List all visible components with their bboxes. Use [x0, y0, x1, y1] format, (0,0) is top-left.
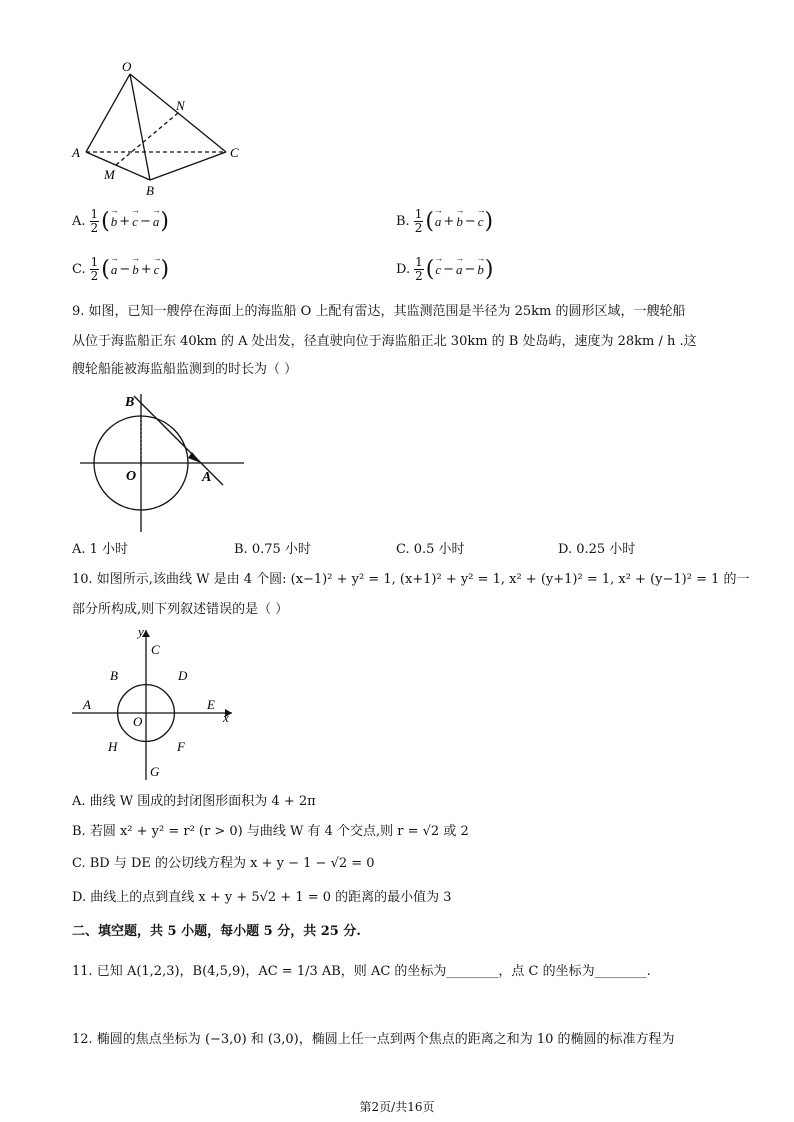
- q9-option-d: D. 0.25 小时: [558, 542, 636, 557]
- label-E: E: [207, 697, 215, 712]
- four-circle-curve-figure: [70, 624, 240, 784]
- label-A: A: [83, 697, 91, 712]
- label-G: G: [150, 764, 160, 779]
- page-footer: 第2页/共16页: [359, 1100, 435, 1114]
- label-B: B: [146, 183, 154, 198]
- label-F: F: [177, 739, 185, 754]
- q10-option-a: A. 曲线 W 围成的封闭图形面积为 4 + 2π: [72, 794, 316, 809]
- q8-option-a: A. $\frac{1}{2}$ ( → b + → c − → a ): [72, 208, 170, 235]
- label-H: H: [108, 739, 118, 754]
- label-O: O: [133, 714, 143, 729]
- q10-option-c: C. BD 与 DE 的公切线方程为 x + y − 1 − √2 = 0: [72, 856, 375, 871]
- q8-option-b: B. $\frac{1}{2}$ ( → a + → b − → c ): [396, 208, 494, 235]
- q10-line-1: 10. 如图所示,该曲线 W 是由 4 个圆: (x−1)² + y² = 1, (x+1)² + y² = 1, x² + (y+1)² = 1, x² + (y−1)² = 1 的一: [72, 572, 750, 587]
- label-A: A: [72, 145, 80, 160]
- fraction: $\frac{1}{2}$: [414, 207, 423, 235]
- label-N: N: [176, 98, 185, 113]
- label-B: B: [110, 668, 118, 683]
- q10-option-b: B. 若圆 x² + y² = r² (r > 0) 与曲线 W 有 4 个交点,则 r = √2 或 2: [72, 824, 469, 839]
- label-x: x: [223, 710, 229, 725]
- label-D: D: [178, 668, 188, 683]
- q11-text: 11. 已知 A(1,2,3)，B(4,5,9)，AC = 1/3 AB，则 AC 的坐标为________，点 C 的坐标为________.: [72, 964, 651, 979]
- label-O: O: [126, 469, 137, 484]
- label-C: C: [230, 145, 239, 160]
- tetrahedron-figure: [68, 56, 258, 201]
- q10-option-d: D. 曲线上的点到直线 x + y + 5√2 + 1 = 0 的距离的最小值为 3: [72, 890, 452, 905]
- q8-option-d: D. $\frac{1}{2}$ ( → c − → a − → b ): [396, 256, 495, 283]
- q9-option-c: C. 0.5 小时: [396, 542, 465, 557]
- radar-figure: [76, 388, 248, 534]
- q10-line-2: 部分所构成,则下列叙述错误的是（ ）: [72, 602, 289, 617]
- q9-option-b: B. 0.75 小时: [234, 542, 311, 557]
- q9-line-2: 从位于海监船正东 40km 的 A 处出发，径直驶向位于海监船正北 30km 的 B 处岛屿，速度为 28km / h .这: [72, 334, 697, 349]
- fraction: $\frac{1}{2}$: [90, 255, 99, 283]
- label-B: B: [125, 395, 135, 410]
- q12-text: 12. 椭圆的焦点坐标为 (−3,0) 和 (3,0)，椭圆上任一点到两个焦点的距离之和为 10 的椭圆的标准方程为: [72, 1032, 675, 1047]
- q9-line-1: 9. 如图，已知一艘停在海面上的海监船 O 上配有雷达，其监测范围是半径为 25km 的圆形区域，一艘轮船: [72, 304, 686, 319]
- label-M: M: [104, 167, 115, 182]
- fraction: $\frac{1}{2}$: [90, 207, 99, 235]
- q8-option-c: C. $\frac{1}{2}$ ( → a − → b + → c ): [72, 256, 170, 283]
- q9-option-a: A. 1 小时: [72, 542, 129, 557]
- label-y: y: [138, 624, 144, 639]
- section-heading: 二、填空题，共 5 小题，每小题 5 分，共 25 分.: [72, 924, 361, 939]
- label-O: O: [122, 59, 132, 74]
- label-C: C: [151, 642, 160, 657]
- label-A: A: [202, 470, 212, 485]
- fraction: $\frac{1}{2}$: [415, 255, 423, 283]
- q9-line-3: 艘轮船能被海监船监测到的时长为（ ）: [72, 362, 298, 377]
